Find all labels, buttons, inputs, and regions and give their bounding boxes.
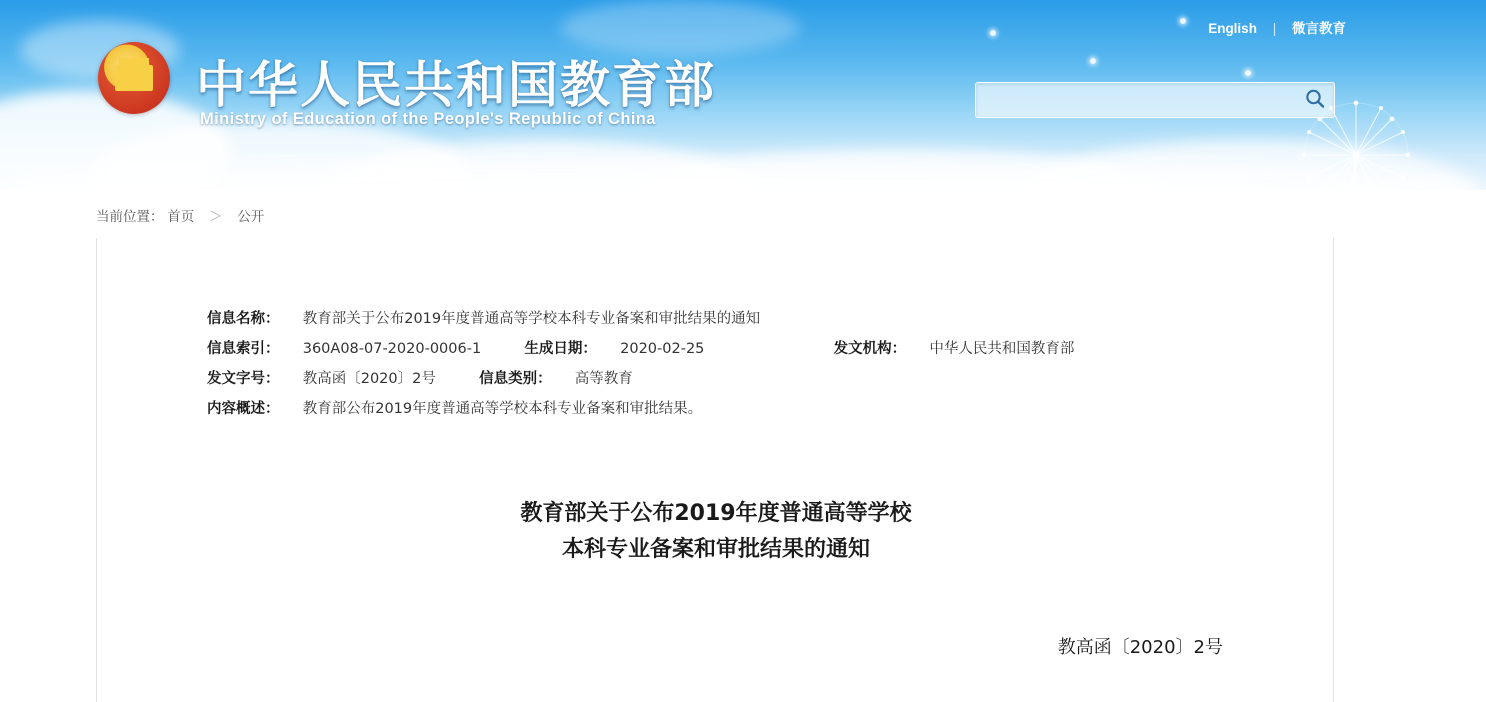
metadata-label-index: 信息索引： — [207, 341, 280, 357]
site-header-banner — [0, 0, 1486, 190]
search-button[interactable] — [1300, 86, 1330, 114]
page-title — [97, 496, 1335, 568]
national-emblem-icon — [98, 42, 170, 114]
metadata-row-summary — [207, 394, 1227, 424]
breadcrumb-item-home[interactable]: 首页 — [167, 209, 195, 224]
metadata-row-index — [207, 334, 1227, 364]
document-number: 教高函〔2020〕2号 — [1057, 637, 1223, 658]
metadata-label-summary: 内容概述： — [207, 401, 280, 417]
metadata-label-category: 信息类别： — [479, 371, 552, 387]
metadata-label-date: 生成日期： — [524, 341, 597, 357]
page-title-line-2: 本科专业备案和审批结果的通知 — [561, 537, 870, 562]
site-title-chinese: 中华人民共和国教育部 — [196, 56, 716, 114]
breadcrumb-item-public[interactable]: 公开 — [237, 209, 265, 224]
metadata-value-date: 2020-02-25 — [620, 341, 705, 357]
breadcrumb-separator-icon: ＞ — [209, 209, 223, 224]
metadata-row-docnum — [207, 364, 1227, 394]
floating-seed-decoration — [1180, 18, 1186, 24]
page-title-line-1: 教育部关于公布2019年度普通高等学校 — [520, 501, 912, 526]
metadata-row-name — [207, 304, 1227, 334]
breadcrumb-prefix: 当前位置： — [96, 209, 164, 224]
metadata-value-index: 360A08-07-2020-0006-1 — [302, 341, 482, 357]
floating-seed-decoration — [1245, 70, 1251, 76]
top-links — [1208, 17, 1346, 37]
site-title-english: Ministry of Education of the People's Republic of China — [200, 110, 656, 128]
search-box[interactable] — [975, 82, 1335, 118]
article-panel — [96, 238, 1334, 702]
floating-seed-decoration — [990, 30, 996, 36]
floating-seed-decoration — [1090, 58, 1096, 64]
metadata-value-name: 教育部关于公布2019年度普通高等学校本科专业备案和审批结果的通知 — [302, 311, 761, 327]
breadcrumb-bar — [0, 190, 1486, 238]
metadata-value-agency: 中华人民共和国教育部 — [929, 341, 1075, 357]
top-links-separator: | — [1272, 21, 1277, 36]
metadata-value-summary: 教育部公布2019年度普通高等学校本科专业备案和审批结果。 — [302, 401, 703, 417]
metadata-label-name: 信息名称： — [207, 311, 280, 327]
weiyan-education-link[interactable]: 微言教育 — [1292, 21, 1346, 36]
metadata-value-docnum: 教高函〔2020〕2号 — [302, 371, 436, 387]
metadata-label-agency: 发文机构： — [833, 341, 907, 357]
search-icon — [1303, 99, 1327, 114]
search-input[interactable] — [984, 83, 1288, 119]
metadata-value-category: 高等教育 — [574, 371, 633, 387]
document-metadata — [207, 304, 1227, 424]
breadcrumb — [96, 205, 264, 225]
metadata-label-docnum: 发文字号： — [207, 371, 280, 387]
english-link[interactable]: English — [1208, 21, 1257, 36]
